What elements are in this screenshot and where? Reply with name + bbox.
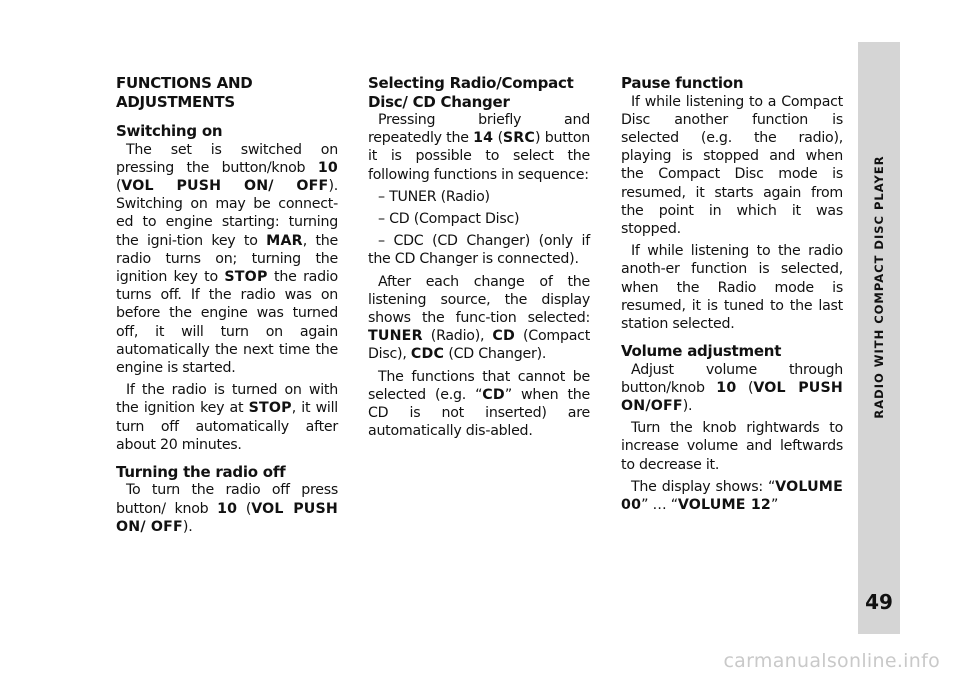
volume-adjustment-heading: Volume adjustment [621,342,782,361]
list-item: – TUNER (Radio) [378,188,490,205]
switching-on-paragraph-2: If the radio is turned on with the ignition key at STOP, it will turn off automatically after about 20 minutes. [116,382,338,453]
page-number: 49 [865,590,893,614]
switching-on-heading: Switching on [116,122,223,140]
chapter-title: RADIO WITH COMPACT DISC PLAYER [872,155,886,419]
selecting-source-paragraph-3: The functions that cannot be selected (e.g. “CD” when the CD is not inserted) are automatically dis-abled. [368,368,590,440]
selecting-source-paragraph-1: Pressing briefly and repeatedly the 14 (SRC) button it is possible to select the following functions in sequence: [368,112,590,183]
selecting-source-paragraph-2: After each change of the listening source, the display shows the func-tion selected: TUNER (Radio), CD (Compact Disc), CDC (CD Changer). [368,273,591,363]
volume-paragraph-3: The display shows: “VOLUME 00” … “VOLUME 12” [621,478,843,514]
list-item: – CD (Compact Disc) [378,211,520,228]
section-heading: FUNCTIONS AND ADJUSTMENTS [116,74,253,111]
list-item: – CDC (CD Changer) (only if the CD Changer is connected). [368,233,590,268]
column-left [116,74,338,536]
switching-on-paragraph-1: The set is switched on pressing the button/knob 10 (VOL PUSH ON/ OFF). Switching on may be connect-ed to engine starting: turning the igni-tion key to MAR, the radio turns on; turning the ignition key to STOP the radio turns off. If the radio was on before the engine was turned off, it will turn on again automatically the next time the engine is started. [116,141,338,376]
chapter-side-tab [858,42,900,634]
selecting-source-heading: Selecting Radio/Compact Disc/ CD Changer [368,74,574,111]
volume-paragraph-2: Turn the knob rightwards to increase volume and leftwards to decrease it. [621,420,843,473]
column-middle [368,74,590,440]
pause-function-heading: Pause function [621,74,744,92]
pause-paragraph-2: If while listening to the radio anoth-er function is selected, when the Radio mode is resumed, it is tuned to the last station selected. [621,243,843,332]
column-right [621,74,843,514]
turning-off-paragraph: To turn the radio off press button/ knob 10 (VOL PUSH ON/ OFF). [116,482,338,535]
volume-paragraph-1: Adjust volume through button/knob 10 (VOL PUSH ON/OFF). [621,361,844,415]
turning-off-heading: Turning the radio off [116,462,286,481]
watermark: carmanualsonline.info [723,650,940,672]
pause-paragraph-1: If while listening to a Compact Disc another function is selected (e.g. the radio), playing is stopped and when the Compact Disc mode is resumed, it starts again from the point in which it was stopped. [621,93,843,237]
